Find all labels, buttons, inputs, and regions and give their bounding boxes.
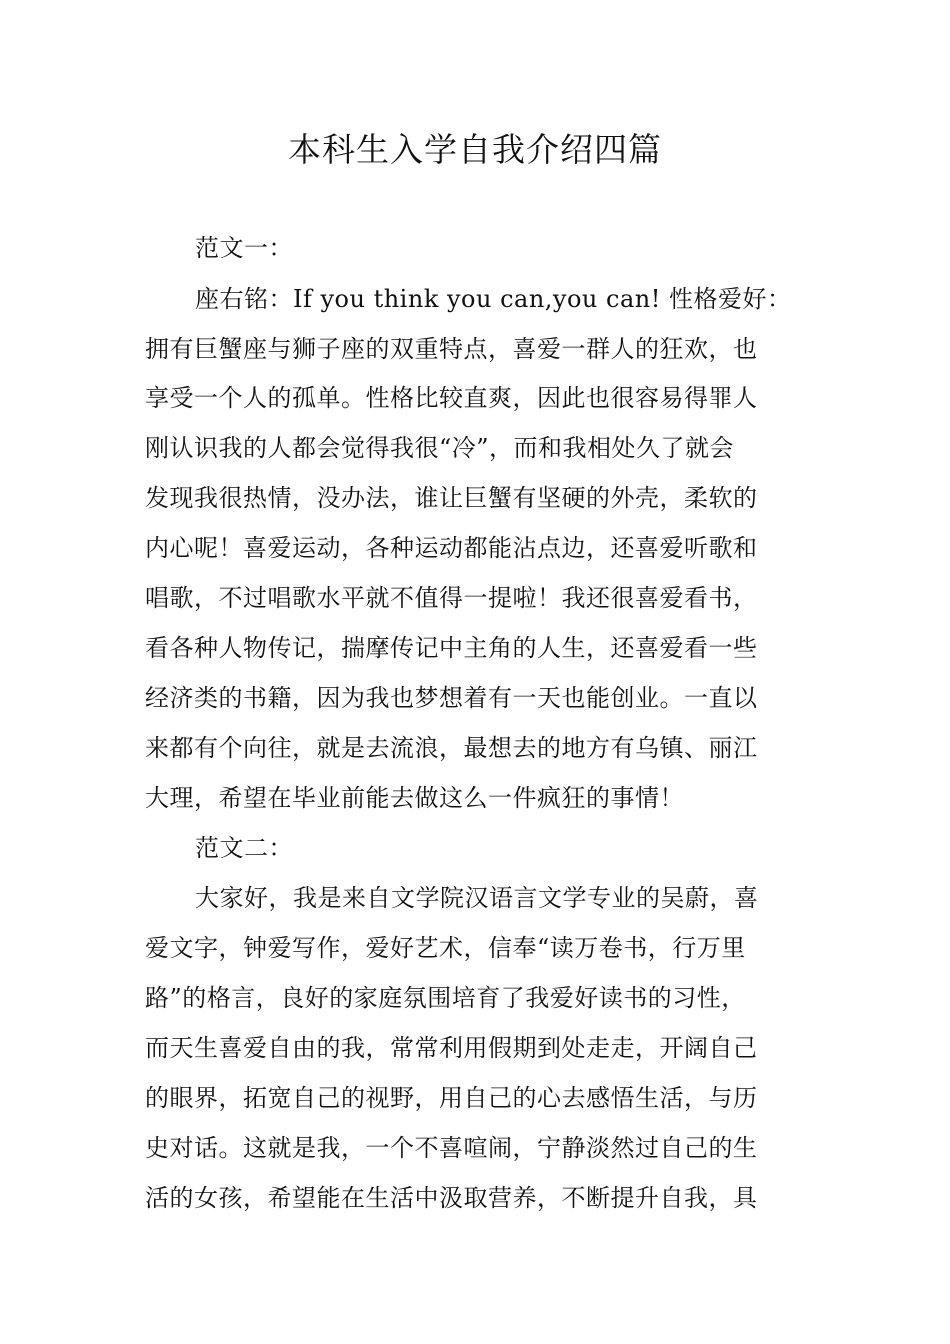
paragraph-line: 的眼界，拓宽自己的视野，用自己的心去感悟生活，与历 (145, 1084, 758, 1112)
paragraph-line: 史对话。这就是我，一个不喜喧闹，宁静淡然过自己的生 (145, 1134, 758, 1162)
document-title: 本科生入学自我介绍四篇 (288, 130, 662, 169)
paragraph-line: 内心呢！喜爱运动，各种运动都能沾点边，还喜爱听歌和 (145, 534, 758, 562)
section-heading-1: 范文一： (195, 234, 293, 262)
section-heading-2: 范文二： (195, 834, 293, 862)
paragraph-line: 唱歌，不过唱歌水平就不值得一提啦！我还很喜爱看书， (145, 584, 758, 612)
paragraph-line: 发现我很热情，没办法，谁让巨蟹有坚硬的外壳，柔软的 (145, 484, 758, 512)
paragraph-line: 座右铭：If you think you can,you can! 性格爱好： (195, 285, 792, 313)
paragraph-line: 刚认识我的人都会觉得我很“冷”，而和我相处久了就会 (145, 434, 735, 462)
paragraph-line: 看各种人物传记，揣摩传记中主角的人生，还喜爱看一些 (145, 634, 758, 662)
paragraph-line: 拥有巨蟹座与狮子座的双重特点，喜爱一群人的狂欢，也 (145, 335, 758, 363)
paragraph-line: 享受一个人的孤单。性格比较直爽，因此也很容易得罪人 (145, 384, 758, 412)
paragraph-line: 经济类的书籍，因为我也梦想着有一天也能创业。一直以 (145, 684, 758, 712)
paragraph-line: 路”的格言，良好的家庭氛围培育了我爱好读书的习性， (145, 984, 746, 1012)
paragraph-line: 大家好，我是来自文学院汉语言文学专业的吴蔚，喜 (195, 884, 759, 912)
paragraph-line: 来都有个向往，就是去流浪，最想去的地方有乌镇、丽江 (145, 734, 758, 762)
paragraph-line: 大理，希望在毕业前能去做这么一件疯狂的事情！ (145, 784, 684, 812)
paragraph-line: 而天生喜爱自由的我，常常利用假期到处走走，开阔自己 (145, 1034, 758, 1062)
paragraph-line: 活的女孩，希望能在生活中汲取营养，不断提升自我，具 (145, 1184, 758, 1212)
paragraph-line: 爱文字，钟爱写作，爱好艺术，信奉“读万卷书，行万里 (145, 934, 746, 962)
